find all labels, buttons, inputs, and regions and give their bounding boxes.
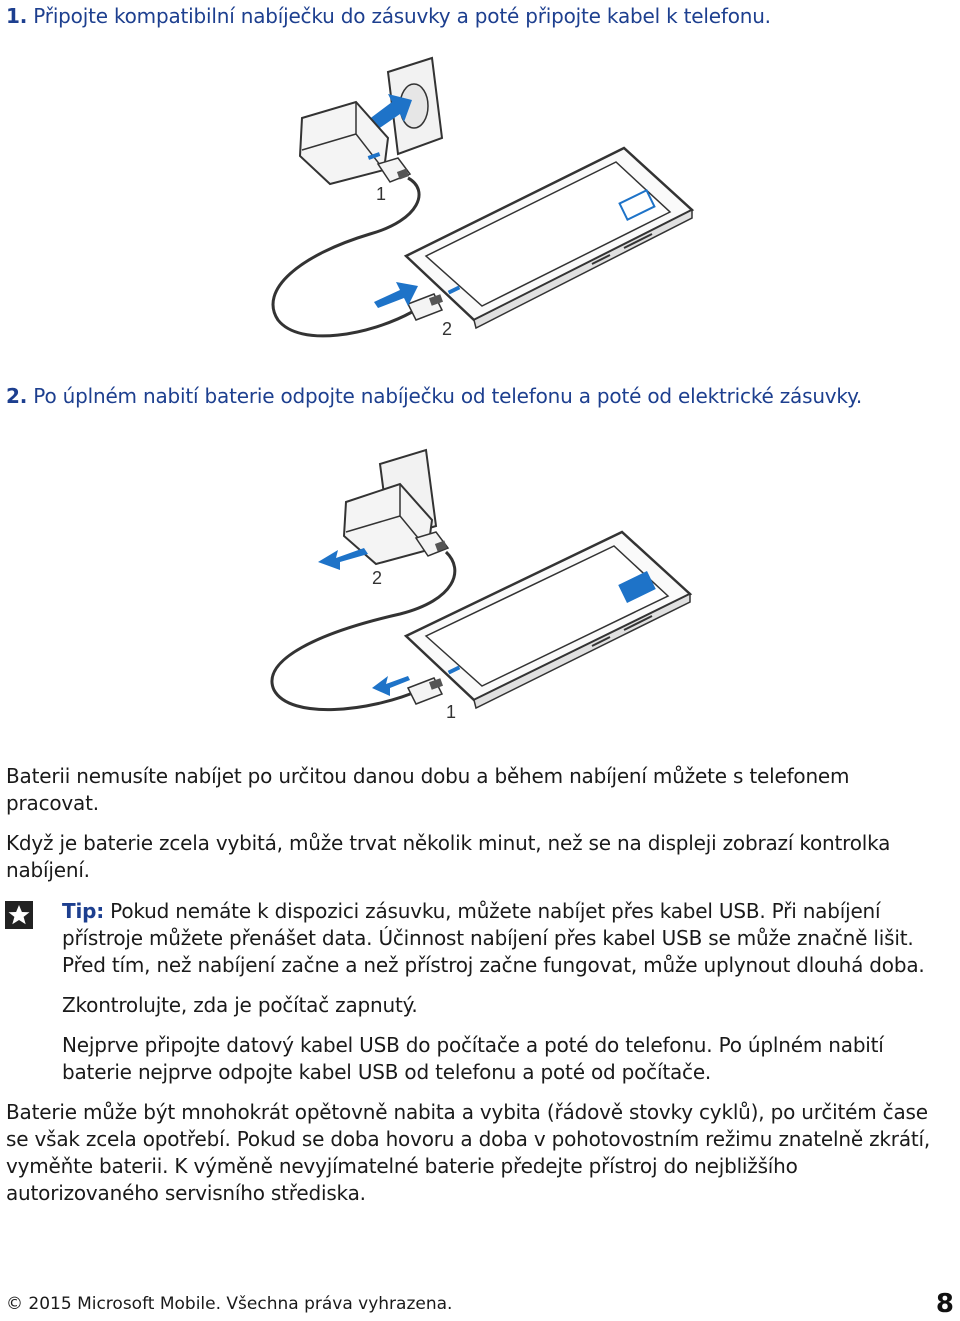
tip-paragraph <box>62 898 957 979</box>
tip-usb-order: Nejprve připojte datový kabel USB do počítače a poté do telefonu. Po úplném nabití baterie nejprve odpojte kabel USB od telefonu a poté od počítače. <box>62 1033 884 1084</box>
step-1 <box>6 2 771 30</box>
step-2-text: Po úplném nabití baterie odpojte nabíječku od telefonu a poté od elektrické zásuvky. <box>33 384 863 408</box>
callout-label-2: 2 <box>442 319 453 339</box>
footer-copyright: © 2015 Microsoft Mobile. Všechna práva vyhrazena. <box>6 1294 453 1314</box>
usb-plug-icon <box>408 678 443 704</box>
cable-line <box>273 178 419 336</box>
step-2 <box>6 382 862 410</box>
arrow-remove-icon <box>318 548 368 570</box>
phone-icon <box>406 532 690 708</box>
paragraph-charging-time: Baterii nemusíte nabíjet po určitou danou dobu a během nabíjení můžete s telefonem pracovat. <box>6 764 850 815</box>
tip-text: Pokud nemáte k dispozici zásuvku, můžete nabíjet přes kabel USB. Při nabíjení přístroje můžete přenášet data. Účinnost nabíjení přes kabel USB se může značně lišit. Před tím, než nabíjení začne a než přístroj začne fungovat, může uplynout dlouhá doba. <box>62 899 925 977</box>
page-number: 8 <box>935 1289 954 1319</box>
tip-check-computer: Zkontrolujte, zda je počítač zapnutý. <box>62 993 418 1017</box>
charger-disconnect-illustration <box>260 440 710 730</box>
paragraph-battery-lifetime: Baterie může být mnohokrát opětovně nabita a vybita (řádově stovky cyklů), po určitém čase se však zcela opotřebí. Pokud se doba hovoru a doba v pohotovostním režimu znatelně zkrátí, vyměňte baterii. K výměně nevyjímatelné baterie předejte přístroj do nejbližšího autorizovaného servisního střediska. <box>6 1100 931 1205</box>
step-1-number: 1. <box>6 4 28 28</box>
callout-label-1: 1 <box>376 184 387 204</box>
charger-connect-illustration <box>260 50 710 350</box>
arrow-unplug-icon <box>372 676 410 696</box>
callout-label-2: 2 <box>372 568 383 588</box>
phone-icon <box>406 148 692 328</box>
tip-block <box>62 898 957 1086</box>
callout-label-1: 1 <box>446 702 457 722</box>
usb-plug-icon <box>408 294 443 320</box>
tip-label: Tip: <box>62 899 105 923</box>
step-1-text: Připojte kompatibilní nabíječku do zásuvky a poté připojte kabel k telefonu. <box>33 4 771 28</box>
star-icon <box>5 901 33 929</box>
step-2-number: 2. <box>6 384 28 408</box>
paragraph-empty-battery: Když je baterie zcela vybitá, může trvat několik minut, než se na displeji zobrazí kontrolka nabíjení. <box>6 831 891 882</box>
